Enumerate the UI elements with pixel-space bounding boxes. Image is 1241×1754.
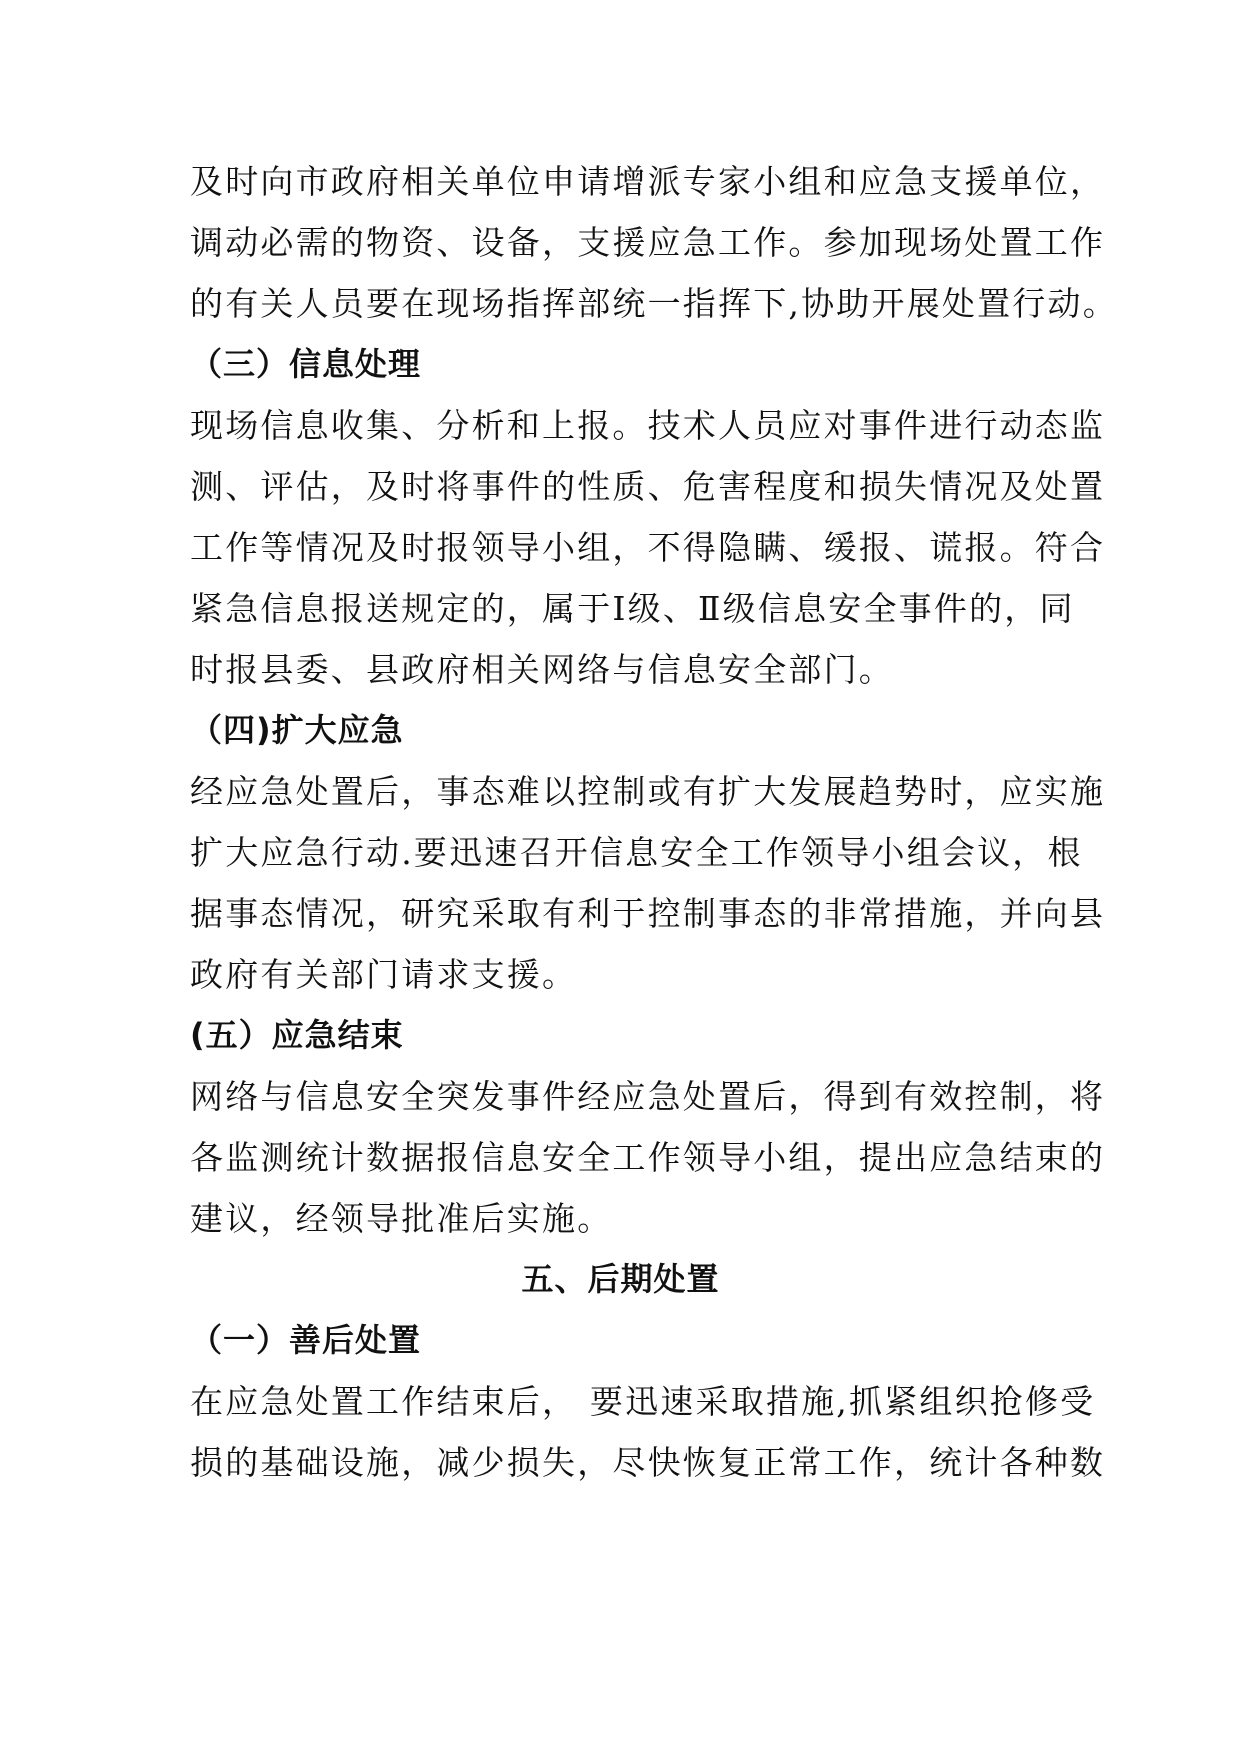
paragraph-line: 紧急信息报送规定的，属于Ⅰ级、Ⅱ级信息安全事件的，同 — [190, 589, 1075, 628]
paragraph-line: 经应急处置后，事态难以控制或有扩大发展趋势时，应实施 — [190, 772, 1106, 811]
section-heading-4: （四)扩大应急 — [190, 711, 404, 749]
paragraph-line: 时报县委、县政府相关网络与信息安全部门。 — [190, 650, 894, 689]
paragraph-line: 网络与信息安全突发事件经应急处置后，得到有效控制，将 — [190, 1077, 1106, 1116]
chapter-title: 五、后期处置 — [521, 1260, 720, 1298]
paragraph-line: 损的基础设施，减少损失，尽快恢复正常工作，统计各种数 — [190, 1443, 1106, 1482]
paragraph-line: 扩大应急行动.要迅速召开信息安全工作领导小组会议，根 — [190, 833, 1083, 872]
paragraph-line: 各监测统计数据报信息安全工作领导小组，提出应急结束的 — [190, 1138, 1106, 1177]
section-heading-5: (五）应急结束 — [190, 1016, 404, 1054]
paragraph-line: 的有关人员要在现场指挥部统一指挥下,协助开展处置行动。 — [190, 284, 1118, 323]
paragraph-line: 测、评估，及时将事件的性质、危害程度和损失情况及处置 — [190, 467, 1106, 506]
paragraph-line: 调动必需的物资、设备，支援应急工作。参加现场处置工作 — [190, 223, 1106, 262]
paragraph-line: 现场信息收集、分析和上报。技术人员应对事件进行动态监 — [190, 406, 1106, 445]
paragraph-line: 在应急处置工作结束后， 要迅速采取措施,抓紧组织抢修受 — [190, 1382, 1096, 1421]
paragraph-line: 政府有关部门请求支援。 — [190, 955, 578, 994]
paragraph-line: 建议，经领导批准后实施。 — [190, 1199, 613, 1238]
paragraph-line: 据事态情况，研究采取有利于控制事态的非常措施，并向县 — [190, 894, 1106, 933]
section-heading-1: （一）善后处置 — [190, 1321, 422, 1359]
section-heading-3: （三）信息处理 — [190, 345, 422, 383]
paragraph-line: 工作等情况及时报领导小组，不得隐瞒、缓报、谎报。符合 — [190, 528, 1106, 567]
paragraph-line: 及时向市政府相关单位申请增派专家小组和应急支援单位， — [190, 162, 1106, 201]
